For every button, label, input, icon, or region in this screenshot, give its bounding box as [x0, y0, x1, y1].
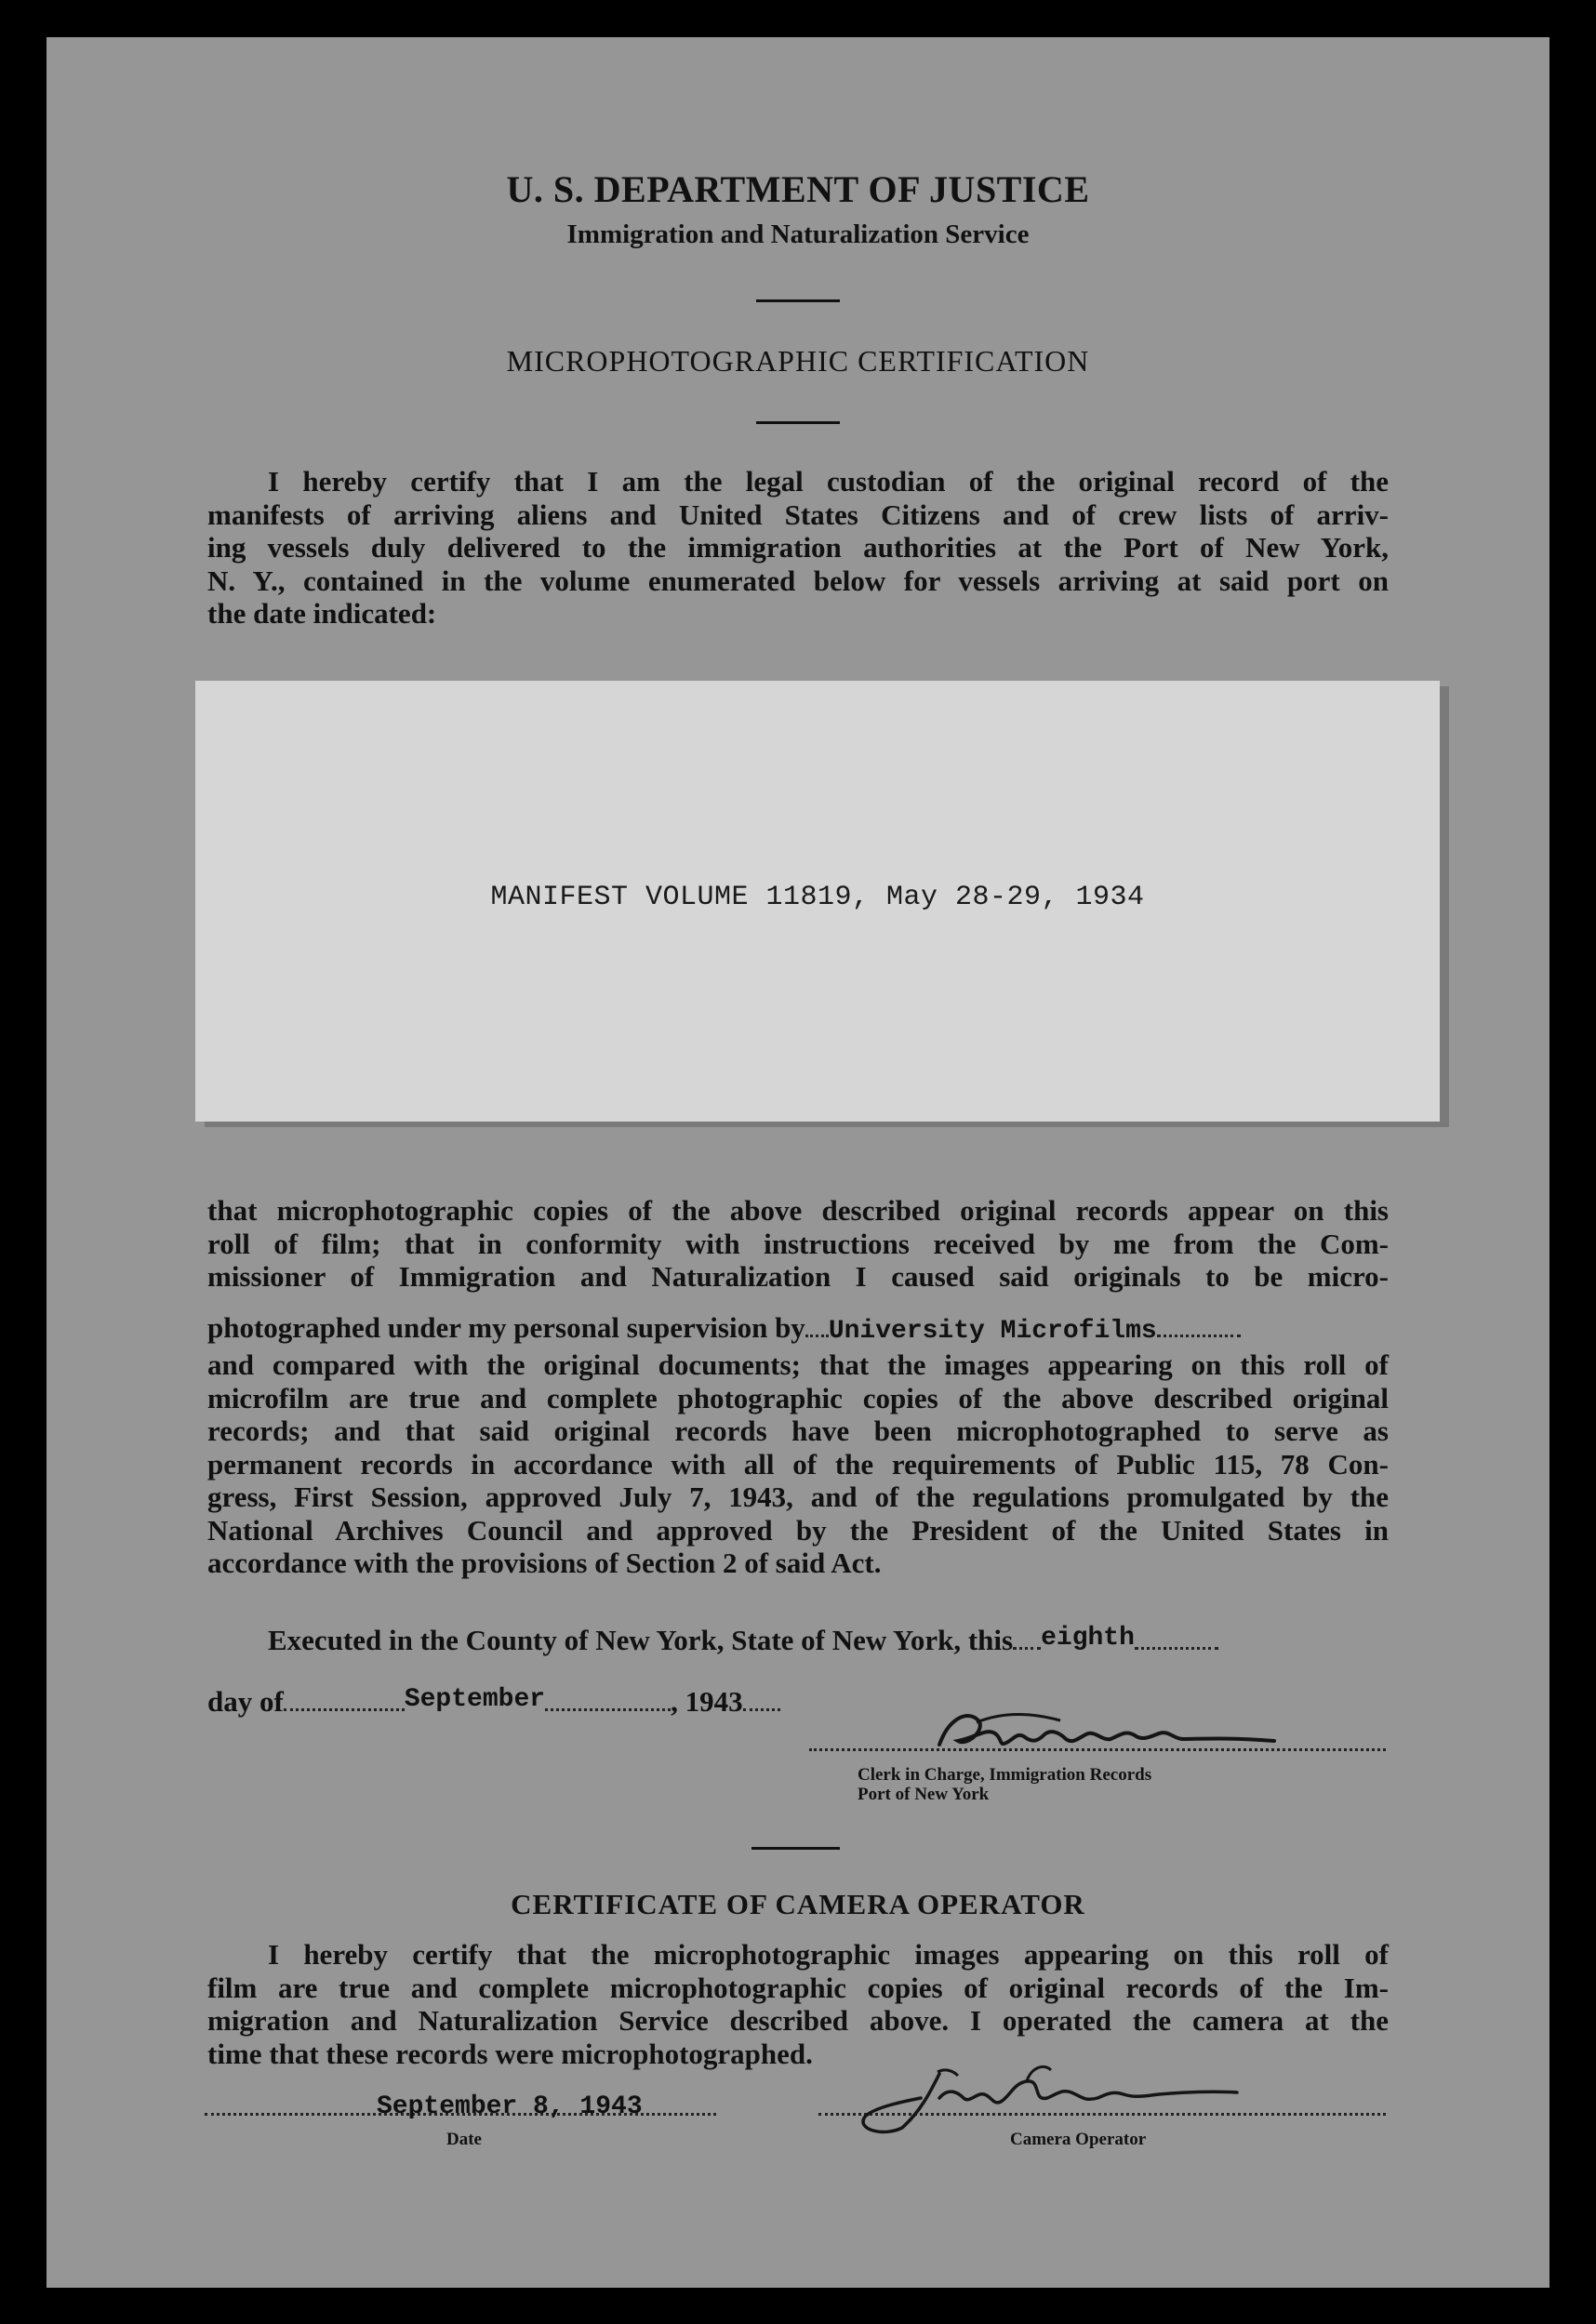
body-line: gress, First Session, approved July 7, 1943, and of the regulations promulgated by the: [207, 1481, 1389, 1513]
body-line: accordance with the provisions of Section 2 of said Act.: [207, 1547, 882, 1579]
date-label: Date: [446, 2130, 482, 2149]
intro-line: I hereby certify that I am the legal custodian of the original record of the: [268, 465, 1389, 498]
day-of-label: day of: [207, 1685, 284, 1718]
camera-line: time that these records were microphotographed.: [207, 2037, 813, 2070]
department-heading: U. S. DEPARTMENT OF JUSTICE: [506, 168, 1090, 210]
body-line: and compared with the original documents; that the images appearing on this roll of: [207, 1348, 1389, 1381]
volume-card: [195, 681, 1440, 1122]
intro-line: the date indicated:: [207, 597, 437, 630]
camera-operator-title: CERTIFICATE OF CAMERA OPERATOR: [511, 1888, 1085, 1920]
body-paragraph-a: [207, 1194, 1389, 1294]
body-line: microfilm are true and complete photographic copies of the above described original: [207, 1381, 1389, 1414]
camera-line: I hereby certify that the microphotographic images appearing on this roll of: [268, 1938, 1389, 1971]
body-line: records; and that said original records have been microphotographed to serve as: [207, 1414, 1389, 1447]
executed-line: [268, 1624, 1218, 1658]
body-line: missioner of Immigration and Naturalization I caused said originals to be micro-: [207, 1260, 1389, 1293]
intro-paragraph: [207, 465, 1389, 631]
body-line: National Archives Council and approved by the President of the United States in: [207, 1513, 1389, 1547]
certification-title: MICROPHOTOGRAPHIC CERTIFICATION: [506, 344, 1090, 378]
camera-operator-label: Camera Operator: [1010, 2130, 1147, 2149]
executed-year: , 1943: [671, 1685, 743, 1718]
camera-operator-signature: [828, 2055, 1274, 2139]
body-line: permanent records in accordance with all of the requirements of Public 115, 78 Con-: [207, 1447, 1389, 1481]
divider-rule-1: [756, 299, 840, 302]
service-subheading: Immigration and Naturalization Service: [566, 219, 1030, 249]
volume-card-text: MANIFEST VOLUME 11819, May 28-29, 1934: [490, 882, 1145, 913]
clerk-title: [858, 1765, 1151, 1804]
supervision-prefix: photographed under my personal supervision by: [207, 1311, 805, 1344]
clerk-signature: [921, 1700, 1330, 1765]
supervision-line: [207, 1311, 1389, 1346]
body-line: that microphotographic copies of the above described original records appear on this: [207, 1194, 1389, 1227]
intro-line: N. Y., contained in the volume enumerated below for vessels arriving at said port on: [207, 564, 1389, 597]
camera-date-value: September 8, 1943: [377, 2092, 643, 2121]
executed-prefix: Executed in the County of New York, State of New York, this: [268, 1624, 1014, 1656]
clerk-title-line2: Port of New York: [858, 1785, 990, 1804]
intro-line: ing vessels duly delivered to the immigration authorities at the Port of New York,: [207, 531, 1389, 564]
certificate-page: [47, 37, 1549, 2288]
day-of-line: [207, 1685, 780, 1720]
camera-paragraph: [207, 1938, 1389, 2070]
divider-rule-2: [756, 421, 840, 424]
body-paragraph-b: [207, 1348, 1389, 1580]
camera-line: film are true and complete microphotographic copies of original records of the Im-: [207, 1971, 1389, 2004]
supervision-filled-value: University Microfilms: [828, 1317, 1157, 1346]
clerk-title-line1: Clerk in Charge, Immigration Records: [858, 1765, 1152, 1785]
camera-line: migration and Naturalization Service described above. I operated the camera at the: [207, 2004, 1389, 2037]
intro-line: manifests of arriving aliens and United States Citizens and of crew lists of arriv-: [207, 498, 1389, 531]
body-line: roll of film; that in conformity with instructions received by me from the Com-: [207, 1227, 1389, 1260]
executed-day-value: eighth: [1041, 1624, 1135, 1653]
executed-month-value: September: [404, 1685, 546, 1714]
divider-rule-3: [751, 1847, 840, 1850]
